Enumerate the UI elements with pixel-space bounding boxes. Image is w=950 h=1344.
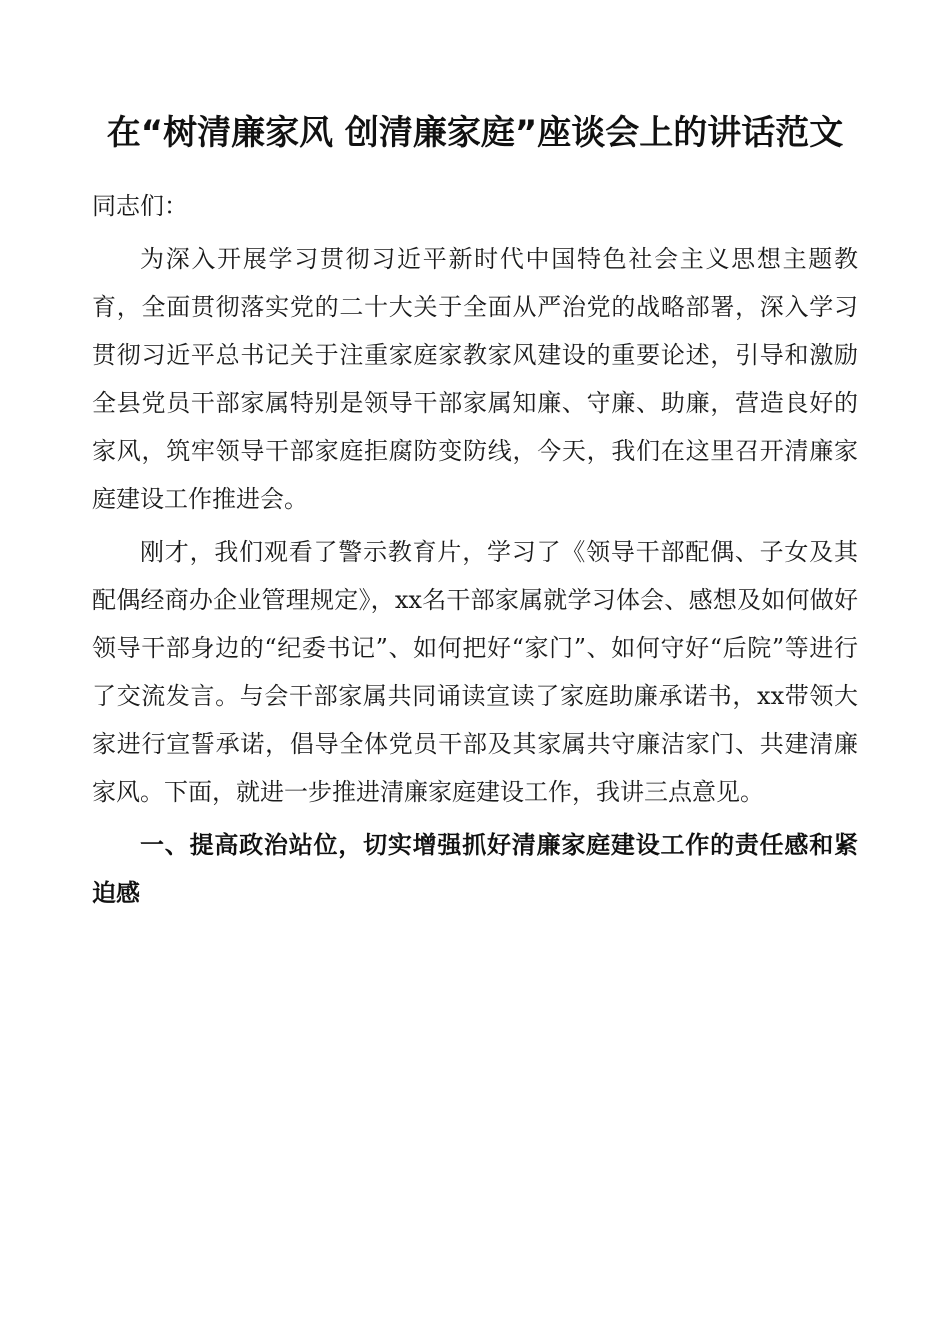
salutation: 同志们：	[92, 192, 188, 220]
paragraph-activities: 刚才，我们观看了警示教育片，学习了《领导干部配偶、子女及其配偶经商办企业管理规定》，xx名干部家属就学习体会、感想及如何做好领导干部身边的“纪委书记”、如何把好“家门”、如何守好“后院”等进行了交流发言。与会干部家属共同诵读宣读了家庭助廉承诺书，xx带领大家进行宣誓承诺，倡导全体党员干部及其家属共守廉洁家门、共建清廉家风。下面，就进一步推进清廉家庭建设工作，我讲三点意见。	[92, 538, 858, 806]
paragraph-intro: 为深入开展学习贯彻习近平新时代中国特色社会主义思想主题教育，全面贯彻落实党的二十大关于全面从严治党的战略部署，深入学习贯彻习近平总书记关于注重家庭家教家风建设的重要论述，引导和激励全县党员干部家属特别是领导干部家属知廉、守廉、助廉，营造良好的家风，筑牢领导干部家庭拒腐防变防线，今天，我们在这里召开清廉家庭建设工作推进会。	[92, 245, 858, 513]
document-body	[92, 182, 858, 922]
section-heading: 一、提高政治站位，切实增强抓好清廉家庭建设工作的责任感和紧迫感	[92, 831, 858, 907]
document-title: 在“树清廉家风 创清廉家庭”座谈会上的讲话范文	[106, 113, 844, 153]
